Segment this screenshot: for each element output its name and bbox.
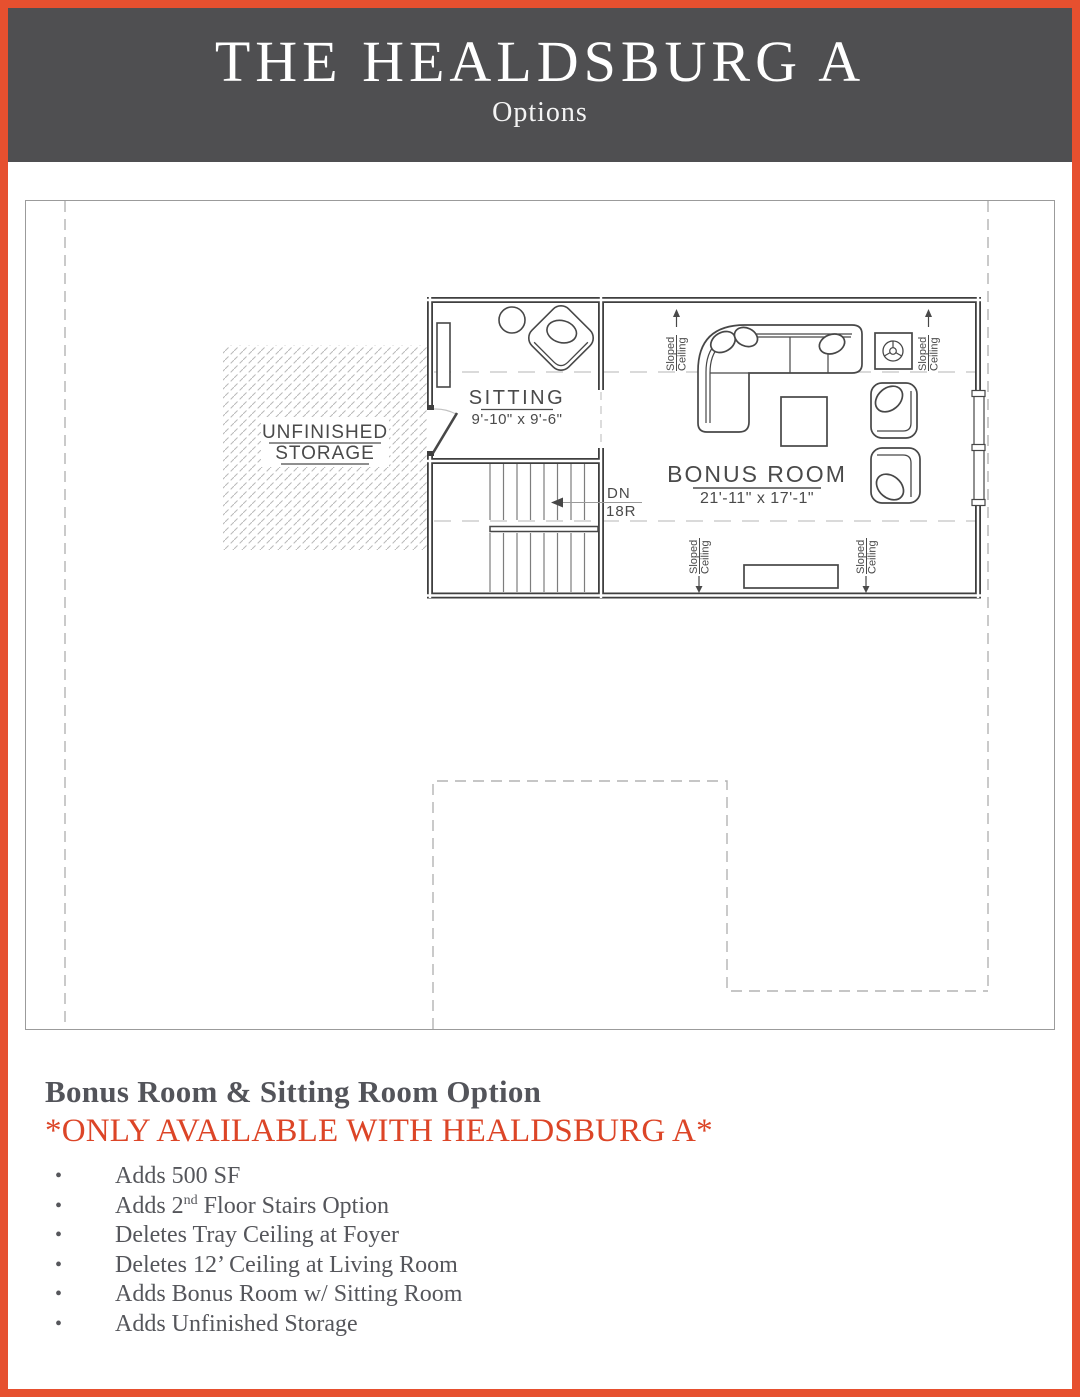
page-title: THE HEALDSBURG A	[214, 29, 866, 94]
svg-text:Sloped: Sloped	[855, 539, 867, 574]
shelf	[437, 323, 450, 387]
sitting-furniture	[437, 301, 598, 387]
stairs-dn-label: DN	[607, 485, 631, 502]
storage-door	[433, 409, 457, 453]
page-subtitle: Options	[492, 96, 588, 128]
storage-label-line2: STORAGE	[275, 443, 375, 464]
svg-text:Sloped: Sloped	[665, 336, 677, 371]
availability-warning: *ONLY AVAILABLE WITH HEALDSBURG A*	[45, 1113, 713, 1149]
bullet-item: • Deletes Tray Ceiling at Foyer	[45, 1221, 945, 1251]
window	[972, 391, 985, 506]
media-console	[744, 565, 838, 588]
option-description	[45, 1074, 945, 1339]
down-arrow	[696, 586, 703, 593]
floor-plan-drawing	[26, 201, 1054, 1029]
svg-text:Sloped: Sloped	[688, 539, 700, 574]
sitting-label: SITTING	[468, 387, 566, 409]
stairs-riser-label: 18R	[606, 503, 637, 520]
bullet-icon: •	[55, 1165, 63, 1187]
side-table-lamp	[875, 333, 912, 369]
bullet-item: • Adds 500 SF	[45, 1162, 945, 1192]
sloped-ceiling-label	[688, 538, 712, 593]
staircase	[490, 464, 642, 592]
bullet-item: • Adds Bonus Room w/ Sitting Room	[45, 1280, 945, 1310]
bullet-icon: •	[55, 1194, 63, 1217]
bullet-item: • Adds 2nd Floor Stairs Option	[45, 1192, 945, 1222]
option-bullet-list	[45, 1162, 945, 1339]
round-side-table	[499, 307, 525, 333]
svg-text:Sloped: Sloped	[917, 336, 929, 371]
bullet-icon: •	[55, 1253, 63, 1276]
svg-text:Ceiling: Ceiling	[866, 540, 879, 574]
header-band	[8, 8, 1072, 162]
svg-text:Ceiling: Ceiling	[676, 337, 689, 371]
bullet-icon: •	[55, 1312, 63, 1335]
bullet-icon: •	[55, 1283, 63, 1305]
svg-text:Ceiling: Ceiling	[699, 540, 712, 574]
storage-label-line1: UNFINISHED	[261, 422, 389, 443]
bullet-icon: •	[55, 1224, 63, 1246]
bonus-room-label: BONUS ROOM	[667, 461, 847, 487]
floor-plan-sheet	[25, 200, 1055, 1030]
down-arrow	[863, 586, 870, 593]
sloped-ceiling-label	[665, 309, 689, 371]
option-heading: Bonus Room & Sitting Room Option	[45, 1074, 542, 1109]
up-arrow	[673, 309, 680, 317]
up-arrow	[925, 309, 932, 317]
bullet-item: • Adds Unfinished Storage	[45, 1310, 945, 1340]
svg-text:Ceiling: Ceiling	[928, 337, 941, 371]
armchair-upper	[870, 381, 917, 438]
bullet-item: • Deletes 12’ Ceiling at Living Room	[45, 1251, 945, 1281]
sitting-dims: 9'-10" x 9'-6"	[471, 411, 563, 428]
sloped-ceiling-label	[917, 309, 941, 371]
ottoman	[781, 397, 827, 446]
sloped-ceiling-label	[855, 538, 879, 593]
sitting-armchair	[524, 301, 598, 375]
armchair-lower	[871, 448, 920, 505]
bonus-furniture	[698, 324, 920, 588]
bonus-room-dims: 21'-11" x 17'-1"	[699, 490, 815, 507]
stair-rail	[490, 527, 598, 532]
